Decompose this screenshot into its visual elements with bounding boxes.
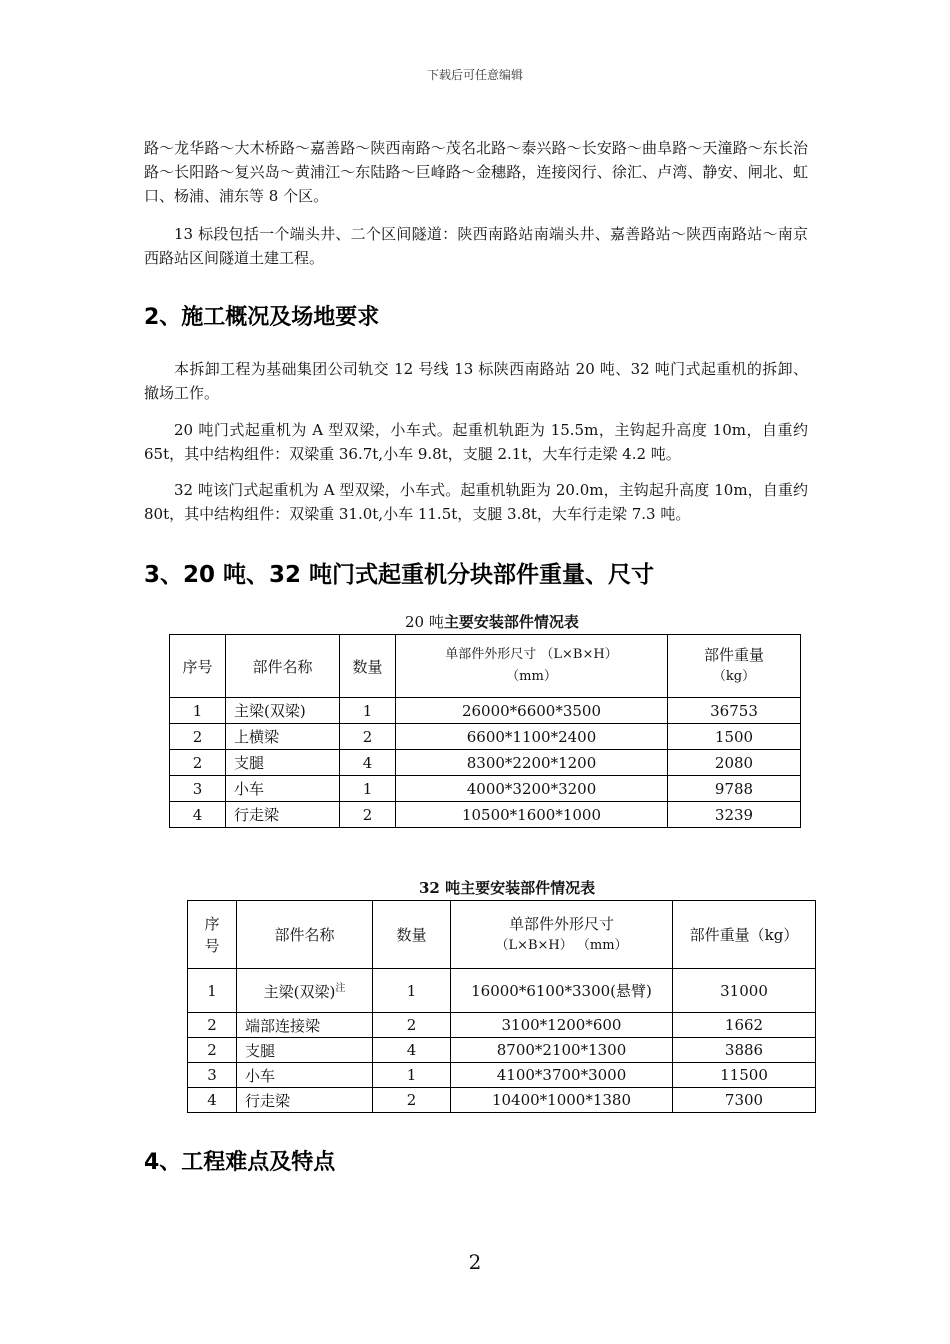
table-cell-size: 16000*6100*3300(悬臂) xyxy=(451,969,673,1013)
table-32t-header-index-line1: 序 xyxy=(204,914,220,933)
table-32t-header-size xyxy=(451,901,673,969)
table-20t-header-index: 序号 xyxy=(170,635,226,698)
table-row xyxy=(188,1063,816,1088)
table-cell-index: 2 xyxy=(188,1038,237,1063)
table-cell-weight: 3886 xyxy=(673,1038,816,1063)
table-cell-qty: 2 xyxy=(373,1013,451,1038)
table-cell-name xyxy=(237,969,373,1013)
table-20t-components xyxy=(169,634,801,828)
table-cell-qty: 2 xyxy=(340,724,396,750)
table-row xyxy=(188,969,816,1013)
table-cell-size: 26000*6600*3500 xyxy=(396,698,668,724)
table-32t-caption: 32 吨主要安装部件情况表 xyxy=(419,879,596,897)
table-cell-weight: 1662 xyxy=(673,1013,816,1038)
section-2-paragraph-32t: 32 吨该门式起重机为 A 型双梁，小车式。起重机轨距为 20.0m，主钩起升高度 10m，自重约 80t，其中结构组件：双梁重 31.0t,小车 11.5t，支腿 3.8t，大车行走梁 7.3 吨。 xyxy=(144,481,808,523)
table-cell-name: 主梁(双梁) xyxy=(226,698,340,724)
table-20t-caption-title: 主要安装部件情况表 xyxy=(443,613,579,631)
table-cell-size: 8700*2100*1300 xyxy=(451,1038,673,1063)
table-cell-name: 小车 xyxy=(226,776,340,802)
table-cell-index: 3 xyxy=(188,1063,237,1088)
page-header-note: 下载后可任意编辑 xyxy=(426,68,523,82)
table-cell-size: 4000*3200*3200 xyxy=(396,776,668,802)
table-20t-header-weight-line1: 部件重量 xyxy=(703,646,764,664)
table-cell-name: 行走梁 xyxy=(237,1088,373,1113)
table-cell-name: 支腿 xyxy=(237,1038,373,1063)
table-32t-components xyxy=(187,900,816,1113)
table-20t-header-size-line2: （mm） xyxy=(506,669,557,684)
table-cell-weight: 7300 xyxy=(673,1088,816,1113)
table-32t-header-size-line1: 单部件外形尺寸 xyxy=(508,914,614,933)
section-2-heading: 2、施工概况及场地要求 xyxy=(144,305,380,330)
table-cell-weight: 36753 xyxy=(668,698,801,724)
table-cell-size: 6600*1100*2400 xyxy=(396,724,668,750)
table-32t-header-row xyxy=(188,901,816,969)
table-20t-caption xyxy=(405,611,579,632)
table-cell-qty: 2 xyxy=(340,802,396,828)
table-cell-name: 行走梁 xyxy=(226,802,340,828)
table-row xyxy=(188,1088,816,1113)
table-cell-index: 2 xyxy=(170,724,226,750)
table-cell-weight: 9788 xyxy=(668,776,801,802)
table-20t-header-size xyxy=(396,635,668,698)
table-20t-header-size-line1: 单部件外形尺寸 （L×B×H） xyxy=(445,647,618,662)
table-cell-name: 端部连接梁 xyxy=(237,1013,373,1038)
table-cell-index: 3 xyxy=(170,776,226,802)
table-cell-name: 小车 xyxy=(237,1063,373,1088)
table-20t-header-name: 部件名称 xyxy=(226,635,340,698)
table-cell-index: 1 xyxy=(170,698,226,724)
table-32t-header-index xyxy=(188,901,237,969)
table-cell-weight: 2080 xyxy=(668,750,801,776)
table-row xyxy=(188,1013,816,1038)
table-cell-qty: 4 xyxy=(373,1038,451,1063)
table-cell-qty: 1 xyxy=(340,698,396,724)
table-row xyxy=(170,698,801,724)
page-number: 2 xyxy=(468,1250,482,1274)
table-cell-weight: 11500 xyxy=(673,1063,816,1088)
table-row xyxy=(170,776,801,802)
table-cell-size: 4100*3700*3000 xyxy=(451,1063,673,1088)
intro-paragraph-section-13: 13 标段包括一个端头井、二个区间隧道：陕西南路站南端头井、嘉善路站～陕西南路站～南京西路站区间隧道土建工程。 xyxy=(144,225,808,267)
table-32t-header-name: 部件名称 xyxy=(237,901,373,969)
table-cell-size: 10500*1600*1000 xyxy=(396,802,668,828)
table-row xyxy=(188,1038,816,1063)
table-20t-header-row xyxy=(170,635,801,698)
table-cell-name-note: 注 xyxy=(335,983,346,994)
table-cell-name-text: 主梁(双梁) xyxy=(263,983,336,1001)
table-cell-qty: 1 xyxy=(340,776,396,802)
table-cell-name: 支腿 xyxy=(226,750,340,776)
table-cell-weight: 3239 xyxy=(668,802,801,828)
table-32t-header-qty: 数量 xyxy=(373,901,451,969)
table-cell-index: 2 xyxy=(170,750,226,776)
section-4-heading: 4、工程难点及特点 xyxy=(144,1150,336,1175)
table-cell-weight: 31000 xyxy=(673,969,816,1013)
table-cell-name: 上横梁 xyxy=(226,724,340,750)
table-cell-index: 4 xyxy=(170,802,226,828)
table-row xyxy=(170,724,801,750)
table-cell-qty: 1 xyxy=(373,969,451,1013)
table-cell-weight: 1500 xyxy=(668,724,801,750)
table-cell-size: 8300*2200*1200 xyxy=(396,750,668,776)
intro-paragraph-route: 路～龙华路～大木桥路～嘉善路～陕西南路～茂名北路～泰兴路～长安路～曲阜路～天潼路～东长治路～长阳路～复兴岛～黄浦江～东陆路～巨峰路～金穗路，连接闵行、徐汇、卢湾、静安、闸北、虹口、杨浦、浦东等 8 个区。 xyxy=(144,139,808,205)
table-20t-header-weight xyxy=(668,635,801,698)
table-cell-size: 3100*1200*600 xyxy=(451,1013,673,1038)
table-cell-size: 10400*1000*1380 xyxy=(451,1088,673,1113)
table-20t-header-weight-line2: （kg） xyxy=(712,669,756,684)
table-cell-index: 1 xyxy=(188,969,237,1013)
table-20t-header-qty: 数量 xyxy=(340,635,396,698)
table-cell-qty: 4 xyxy=(340,750,396,776)
section-2-paragraph-20t: 20 吨门式起重机为 A 型双梁，小车式。起重机轨距为 15.5m，主钩起升高度 10m，自重约 65t，其中结构组件：双梁重 36.7t,小车 9.8t，支腿 2.1t，大车行走梁 4.2 吨。 xyxy=(144,421,808,463)
table-row xyxy=(170,750,801,776)
table-32t-header-index-line2: 号 xyxy=(204,936,220,955)
table-cell-qty: 2 xyxy=(373,1088,451,1113)
table-32t-header-weight: 部件重量（kg） xyxy=(673,901,816,969)
table-cell-index: 4 xyxy=(188,1088,237,1113)
table-32t-header-size-line2: （L×B×H） （mm） xyxy=(495,937,628,953)
table-row xyxy=(170,802,801,828)
section-2-paragraph-scope: 本拆卸工程为基础集团公司轨交 12 号线 13 标陕西南路站 20 吨、32 吨门式起重机的拆卸、撤场工作。 xyxy=(144,360,808,402)
table-cell-index: 2 xyxy=(188,1013,237,1038)
table-cell-qty: 1 xyxy=(373,1063,451,1088)
table-20t-caption-prefix: 20 吨 xyxy=(405,613,444,631)
section-3-heading: 3、20 吨、32 吨门式起重机分块部件重量、尺寸 xyxy=(144,562,655,588)
